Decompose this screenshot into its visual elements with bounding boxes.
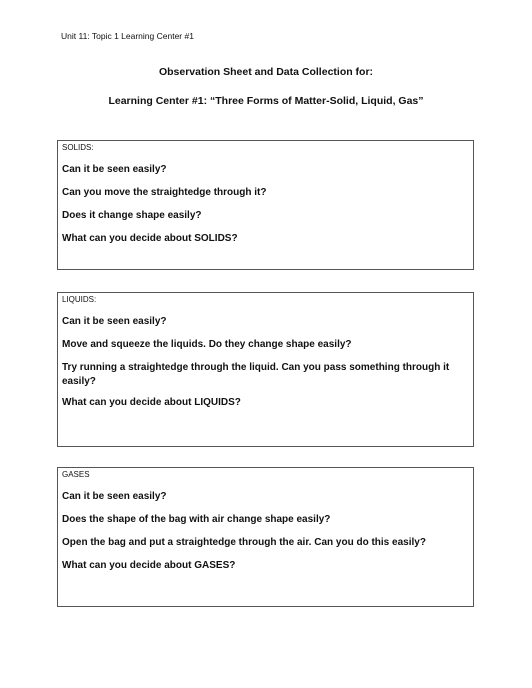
liquids-section	[57, 292, 474, 447]
question-gases-2: Does the shape of the bag with air change shape easily?	[62, 514, 331, 525]
question-liquids-3: Try running a straightedge through the liquid. Can you pass something through it easily?	[62, 362, 450, 387]
section-heading-gases: GASES	[62, 470, 90, 479]
question-gases-4: What can you decide about GASES?	[62, 560, 236, 571]
section-heading-solids: SOLIDS:	[62, 143, 94, 152]
question-liquids-2: Move and squeeze the liquids. Do they change shape easily?	[62, 339, 352, 350]
document-subtitle: Learning Center #1: “Three Forms of Matter-Solid, Liquid, Gas”	[108, 95, 424, 107]
question-solids-1: Can it be seen easily?	[62, 164, 167, 175]
question-gases-1: Can it be seen easily?	[62, 491, 167, 502]
document-title: Observation Sheet and Data Collection for:	[158, 66, 374, 78]
question-solids-3: Does it change shape easily?	[62, 210, 202, 221]
question-solids-4: What can you decide about SOLIDS?	[62, 233, 238, 244]
question-liquids-1: Can it be seen easily?	[62, 316, 167, 327]
page-header: Unit 11: Topic 1 Learning Center #1	[61, 31, 194, 41]
question-solids-2: Can you move the straightedge through it?	[62, 187, 267, 198]
section-heading-liquids: LIQUIDS:	[62, 295, 97, 304]
gases-section	[57, 467, 474, 607]
question-liquids-4: What can you decide about LIQUIDS?	[62, 397, 241, 408]
solids-section	[57, 140, 474, 270]
question-gases-3: Open the bag and put a straightedge through the air. Can you do this easily?	[62, 537, 426, 548]
